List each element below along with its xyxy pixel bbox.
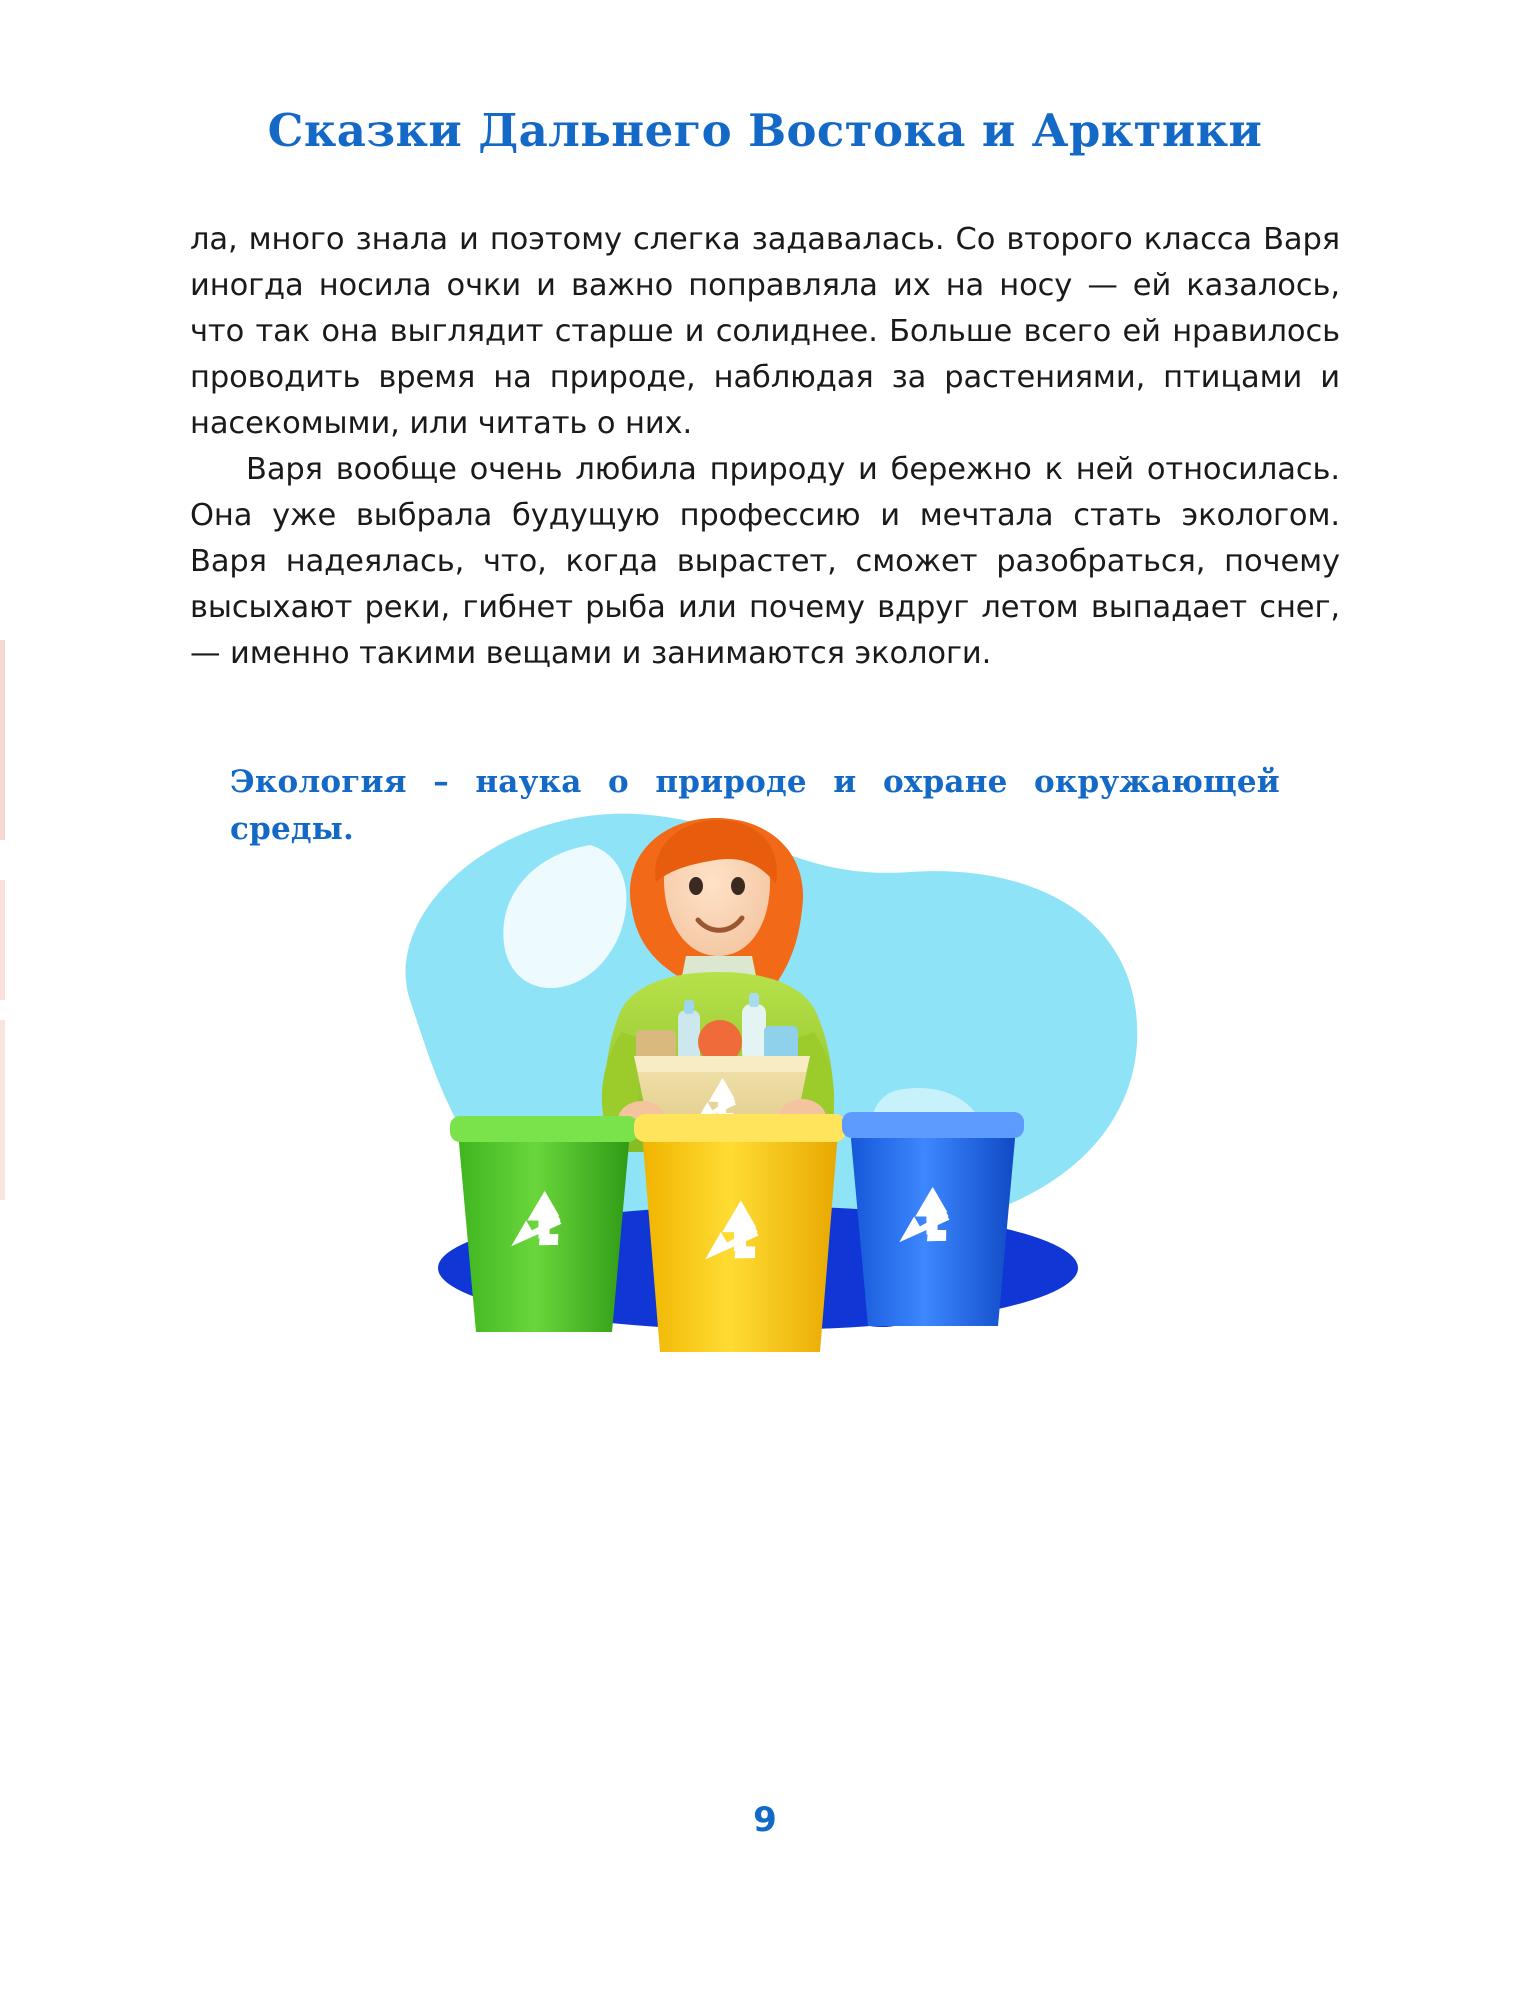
chapter-title: Сказки Дальнего Востока и Арктики <box>267 104 1263 157</box>
blue-bin <box>842 1112 1024 1326</box>
carton-box-rim <box>634 1056 810 1072</box>
eye-right <box>731 877 745 895</box>
page-content <box>190 0 1340 2000</box>
page-number: 9 <box>753 1800 777 1840</box>
definition-callout: Экология – наука о природе и охране окружающей среды. <box>230 764 1280 847</box>
green-bin <box>450 1116 638 1332</box>
yellow-bin <box>634 1114 846 1352</box>
body-text <box>190 157 1340 677</box>
page-edge-artifact <box>0 880 5 1000</box>
page-edge-artifact <box>0 1020 5 1200</box>
paragraph-continuation: ла, много знала и поэтому слегка задавалась. Со второго класса Варя иногда носила очки и важно поправляла их на носу — ей казалось, что так она выглядит старше и солиднее. Больше всего ей нравилось проводить время на природе, наблюдая за растениями, птицами и насекомыми, или читать о них. <box>190 222 1340 441</box>
page-edge-artifact <box>0 640 5 840</box>
eye-left <box>689 877 703 895</box>
illustration-recycling <box>290 760 1250 1370</box>
paragraph: Варя вообще очень любила природу и бережно к ней относилась. Она уже выбрала будущую профессию и мечтала стать экологом. Варя надеялась, что, когда вырастет, сможет разобраться, почему высыхают реки, гибнет рыба или почему вдруг летом выпадает снег, — именно такими вещами и занимаются экологи. <box>190 452 1340 671</box>
